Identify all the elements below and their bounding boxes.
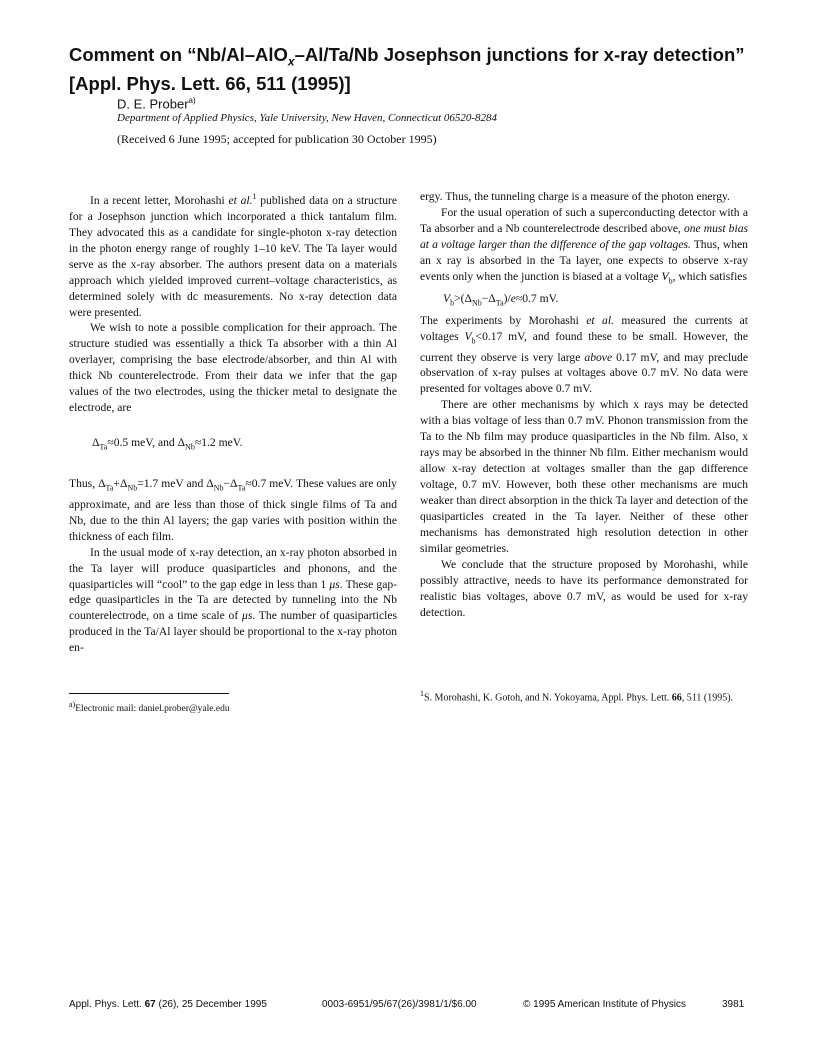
author-affiliation: Department of Applied Physics, Yale University, New Haven, Connecticut 06520-8284 xyxy=(117,112,498,124)
equation-bias-condition: $V_b>(\Delta_{Nb}-\Delta_{Ta})/e\approx 0.7$ mV. xyxy=(443,292,559,308)
paragraph: In a recent letter, Morohashi et al.$^1$ published data on a structure for a Josephson junction which incorporated a thick tantalum film. They advocated this as a candidate for single-photon x-ray detection in the photon energy range of roughly 1–10 keV. The Ta layer would serve as the x-ray absorber. The authors present data on a materials approach which yielded improved current–voltage characteristics, as determined solely with dc measurements. No x-ray detection data were presented. xyxy=(69,192,398,319)
left-column xyxy=(69,189,397,656)
footer-copyright: © 1995 American Institute of Physics xyxy=(523,999,687,1010)
reference-1: $^1$S. Morohashi, K. Gotoh, and N. Yokoyama, Appl. Phys. Lett. 66, 511 (1995). xyxy=(420,689,734,704)
footer-issn: 0003-6951/95/67(26)/3981/1/$6.00 xyxy=(322,999,477,1010)
equation-gap-values: $\Delta_{Ta}\approx 0.5$ meV, and $\Delta_{Nb}\approx 1.2$ meV. xyxy=(92,436,243,452)
paragraph: The experiments by Morohashi et al. measured the currents at voltages $V_b<0.17$ mV, and found these to be small. However, the current they observe is very large above 0.17 mV, and may preclude observation of x-ray pulses at voltages above 0.7 mV. No data were presented for voltages above 0.7 mV. xyxy=(420,314,749,396)
paragraph: There are other mechanisms by which x rays may be detected with a bias voltage of less than 0.7 mV. Phonon transmission from the Ta to the Nb film may produce quasiparticles in the Nb film. Also, x rays may be absorbed in the thinner Nb film. Either mechanism would allow x-ray detection at voltages smaller than the gap difference voltage, 0.7 mV. However, both these other mechanisms are much weaker than direct absorption in the thick Ta layer and detection of the quasiparticles created in the Ta layer. Neither of these other mechanisms has demonstrated high resolution detection in other similar geometries. xyxy=(420,398,748,555)
author-footnote-mark: a) xyxy=(188,96,196,105)
page-title: Comment on “Nb/Al–AlO$_x$–Al/Ta/Nb Josephson junctions for x-ray detection” [Appl. Phys. Lett. 66, 511 (1995)] xyxy=(69,44,745,94)
paragraph: We conclude that the structure proposed by Morohashi, while possibly attractive, needs to have its performance demonstrated for realistic bias voltages, above 0.7 mV, as would be used for x-ray detection. xyxy=(420,557,748,619)
footnote-divider xyxy=(69,693,229,694)
right-column xyxy=(420,189,748,621)
paragraph: For the usual operation of such a superconducting detector with a Ta absorber and a Nb counterelectrode described above, one must bias at a voltage larger than the difference of the gap voltages. Thus, when an x ray is absorbed in the Ta layer, one expects to observe x-ray events only when the junction is biased at a voltage $V_b$, which satisfies xyxy=(420,205,748,286)
paragraph: In the usual mode of x-ray detection, an x-ray photon absorbed in the Ta layer will produce quasiparticles and phonons, and the quasiparticles will “cool” to the gap edge in less than 1 μs. These gap-edge quasiparticles in the Ta are detected by tunneling into the Nb counterelectrode, on a time scale of μs. The number of quasiparticles produced in the Ta/Al layer should be proportional to the x-ray photon en- xyxy=(69,545,397,655)
paragraph: Thus, $\Delta_{Ta}+\Delta_{Nb}=1.7$ meV and $\Delta_{Nb}-\Delta_{Ta}\approx 0.7$ meV. These values are only approximate, and are less than those of thick single films of Ta and Nb, due to the thin Al layers; the gap varies with position within the thickness of each film. xyxy=(69,477,397,543)
paragraph: ergy. Thus, the tunneling charge is a measure of the photon energy. xyxy=(420,190,730,203)
author-name: D. E. Prober$^{a)}$ xyxy=(117,96,196,112)
received-dates: (Received 6 June 1995; accepted for publication 30 October 1995) xyxy=(117,132,437,146)
email-footnote: $^{a)}$Electronic mail: daniel.prober@yale.edu xyxy=(69,700,230,715)
footer-journal-citation: Appl. Phys. Lett. 67 (26), 25 December 1995 xyxy=(69,999,267,1010)
footer-page-number: 3981 xyxy=(722,999,745,1010)
paragraph: We wish to note a possible complication for their approach. The structure studied was essentially a thick Ta absorber with a thin Al overlayer, comprising the base electrode/absorber, and thin Al with thick Nb counterelectrode. From their data we infer that the gap values of the two electrodes, using the thicker metal to designate the electrode, are xyxy=(69,321,397,415)
